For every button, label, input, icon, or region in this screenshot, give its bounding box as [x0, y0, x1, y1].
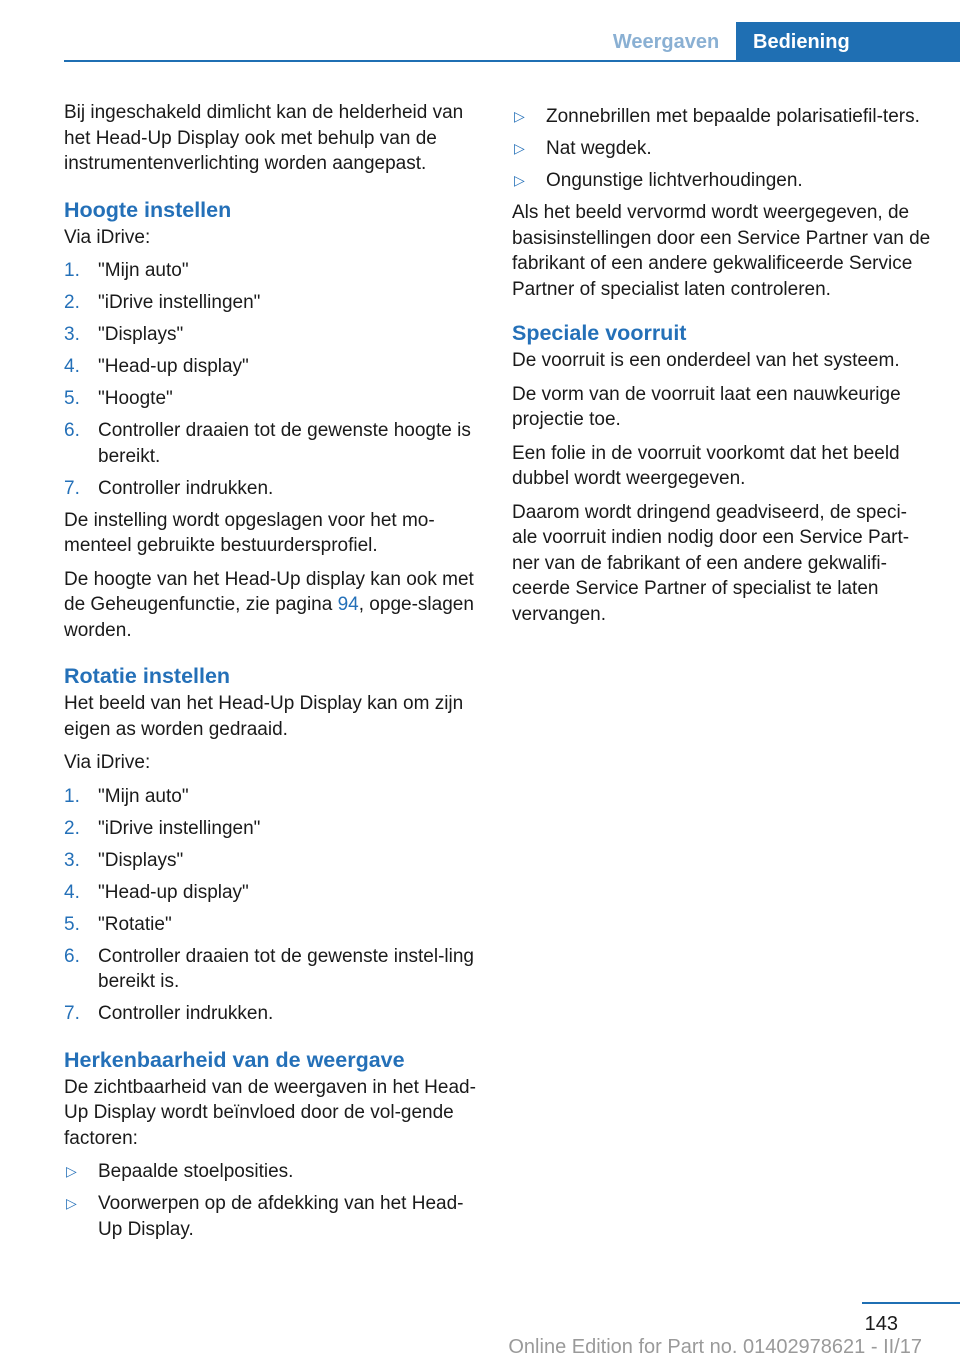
step-number: 5. [64, 388, 80, 409]
list-item [64, 784, 484, 810]
list-item [64, 418, 484, 469]
windshield-paragraph-4: Daarom wordt dringend geadviseerd, de speci‐ale voorruit indien nodig door een Service Part‐ner van de fabrikant of een andere gekwalifi‐ceerde Service Partner of specialist te laten vervangen. [512, 501, 910, 625]
visibility-paragraph: De zichtbaarheid van de weergaven in het Head-Up Display wordt beïnvloed door de vol‐gende factoren: [64, 1076, 476, 1149]
step-number: 4. [64, 881, 80, 903]
triangle-bullet-icon: ▷ [66, 1195, 77, 1211]
distorted-paragraph: Als het beeld vervormd wordt weergegeven, de basisinstellingen door een Service Partner van de fabrikant of een andere gekwalificeerde Service Partner of specialist laten controleren. [512, 202, 931, 300]
step-number: 4. [64, 356, 80, 377]
step-text: Controller draaien tot de gewenste hoogte is bereikt. [98, 420, 471, 467]
windshield-paragraph-1: De voorruit is een onderdeel van het systeem. [512, 350, 900, 371]
memory-text-a: De hoogte van het Head-Up display kan ook met de Geheugenfunctie, zie pagina [64, 568, 474, 615]
list-item [64, 1159, 484, 1185]
triangle-bullet-icon: ▷ [514, 140, 525, 156]
bullet-text: Voorwerpen op de afdekking van het Head-Up Display. [98, 1193, 464, 1240]
right-column [512, 100, 932, 635]
list-item [64, 1001, 484, 1027]
footer-rule [862, 1302, 960, 1304]
step-text: "Mijn auto" [98, 260, 189, 281]
step-text: "Displays" [98, 324, 184, 345]
step-number: 3. [64, 324, 80, 345]
step-number: 2. [64, 292, 80, 313]
windshield-paragraph-3: Een folie in de voorruit voorkomt dat het beeld dubbel wordt weergegeven. [512, 442, 900, 489]
list-item [64, 290, 484, 316]
factors-list [64, 1159, 484, 1242]
step-number: 6. [64, 945, 80, 967]
list-item [64, 354, 484, 380]
list-item [64, 1191, 484, 1242]
list-item [64, 944, 484, 995]
list-item [64, 386, 484, 412]
memory-paragraph [64, 567, 484, 644]
step-text: "iDrive instellingen" [98, 292, 261, 313]
edition-watermark: Online Edition for Part no. 01402978621 - II/17 [508, 1336, 922, 1358]
step-number: 7. [64, 1003, 80, 1024]
step-number: 6. [64, 420, 80, 441]
heading-visibility: Herkenbaarheid van de weergave [64, 1047, 405, 1072]
height-steps-list [64, 258, 484, 501]
page-link[interactable]: 94 [337, 594, 359, 615]
windshield-paragraph-2: De vorm van de voorruit laat een nauwkeurige projectie toe. [512, 383, 901, 430]
list-item [512, 136, 932, 162]
page-number: 143 [864, 1313, 898, 1335]
step-text: "Head-up display" [98, 356, 249, 377]
step-number: 2. [64, 817, 80, 839]
step-number: 1. [64, 260, 80, 281]
intro-paragraph: Bij ingeschakeld dimlicht kan de helderheid van het Head-Up Display ook met behulp van de instrumentenverlichting worden aangepast. [64, 102, 464, 174]
rotation-steps-list [64, 784, 484, 1027]
triangle-bullet-icon: ▷ [514, 108, 525, 124]
bullet-text: Nat wegdek. [546, 138, 652, 159]
step-number: 3. [64, 849, 80, 871]
step-number: 7. [64, 477, 80, 499]
step-text: Controller indrukken. [98, 477, 274, 499]
step-text: "Hoogte" [98, 388, 173, 409]
heading-rotation: Rotatie instellen [64, 664, 231, 688]
via-idrive-label: Via iDrive: [64, 226, 151, 248]
list-item [64, 848, 484, 874]
step-number: 1. [64, 785, 80, 807]
bullet-text: Ongunstige lichtverhoudingen. [546, 170, 803, 191]
rotation-paragraph: Het beeld van het Head-Up Display kan om zijn eigen as worden gedraaid. [64, 693, 464, 740]
step-text: "Mijn auto" [98, 785, 189, 807]
list-item [512, 104, 932, 130]
left-column [64, 100, 484, 1249]
list-item [64, 912, 484, 938]
list-item [64, 880, 484, 906]
list-item [64, 258, 484, 284]
header-chapter-tab[interactable]: Bediening [736, 22, 960, 62]
step-number: 5. [64, 913, 80, 935]
step-text: "iDrive instellingen" [98, 817, 261, 839]
list-item [64, 476, 484, 502]
heading-height: Hoogte instellen [64, 197, 232, 222]
list-item [64, 322, 484, 348]
step-text: "Rotatie" [98, 913, 172, 935]
step-text: "Head-up display" [98, 881, 249, 903]
header-section-tab[interactable]: Weergaven [612, 31, 720, 53]
bullet-text: Bepaalde stoelposities. [98, 1161, 294, 1182]
saved-paragraph: De instelling wordt opgeslagen voor het mo‐menteel gebruikte bestuurdersprofiel. [64, 509, 435, 556]
step-text: Controller draaien tot de gewenste instel‐ling bereikt is. [98, 945, 474, 992]
bullet-text: Zonnebrillen met bepaalde polarisatiefil‐ters. [546, 106, 920, 127]
factors-list-continued [512, 104, 932, 194]
list-item [64, 816, 484, 842]
memory-text-b: , opge‐slagen worden. [64, 594, 474, 641]
heading-windshield: Speciale voorruit [512, 321, 687, 345]
list-item [512, 168, 932, 194]
triangle-bullet-icon: ▷ [66, 1163, 77, 1179]
triangle-bullet-icon: ▷ [514, 172, 525, 188]
via-idrive-label: Via iDrive: [64, 752, 151, 773]
step-text: Controller indrukken. [98, 1003, 274, 1024]
step-text: "Displays" [98, 849, 184, 871]
